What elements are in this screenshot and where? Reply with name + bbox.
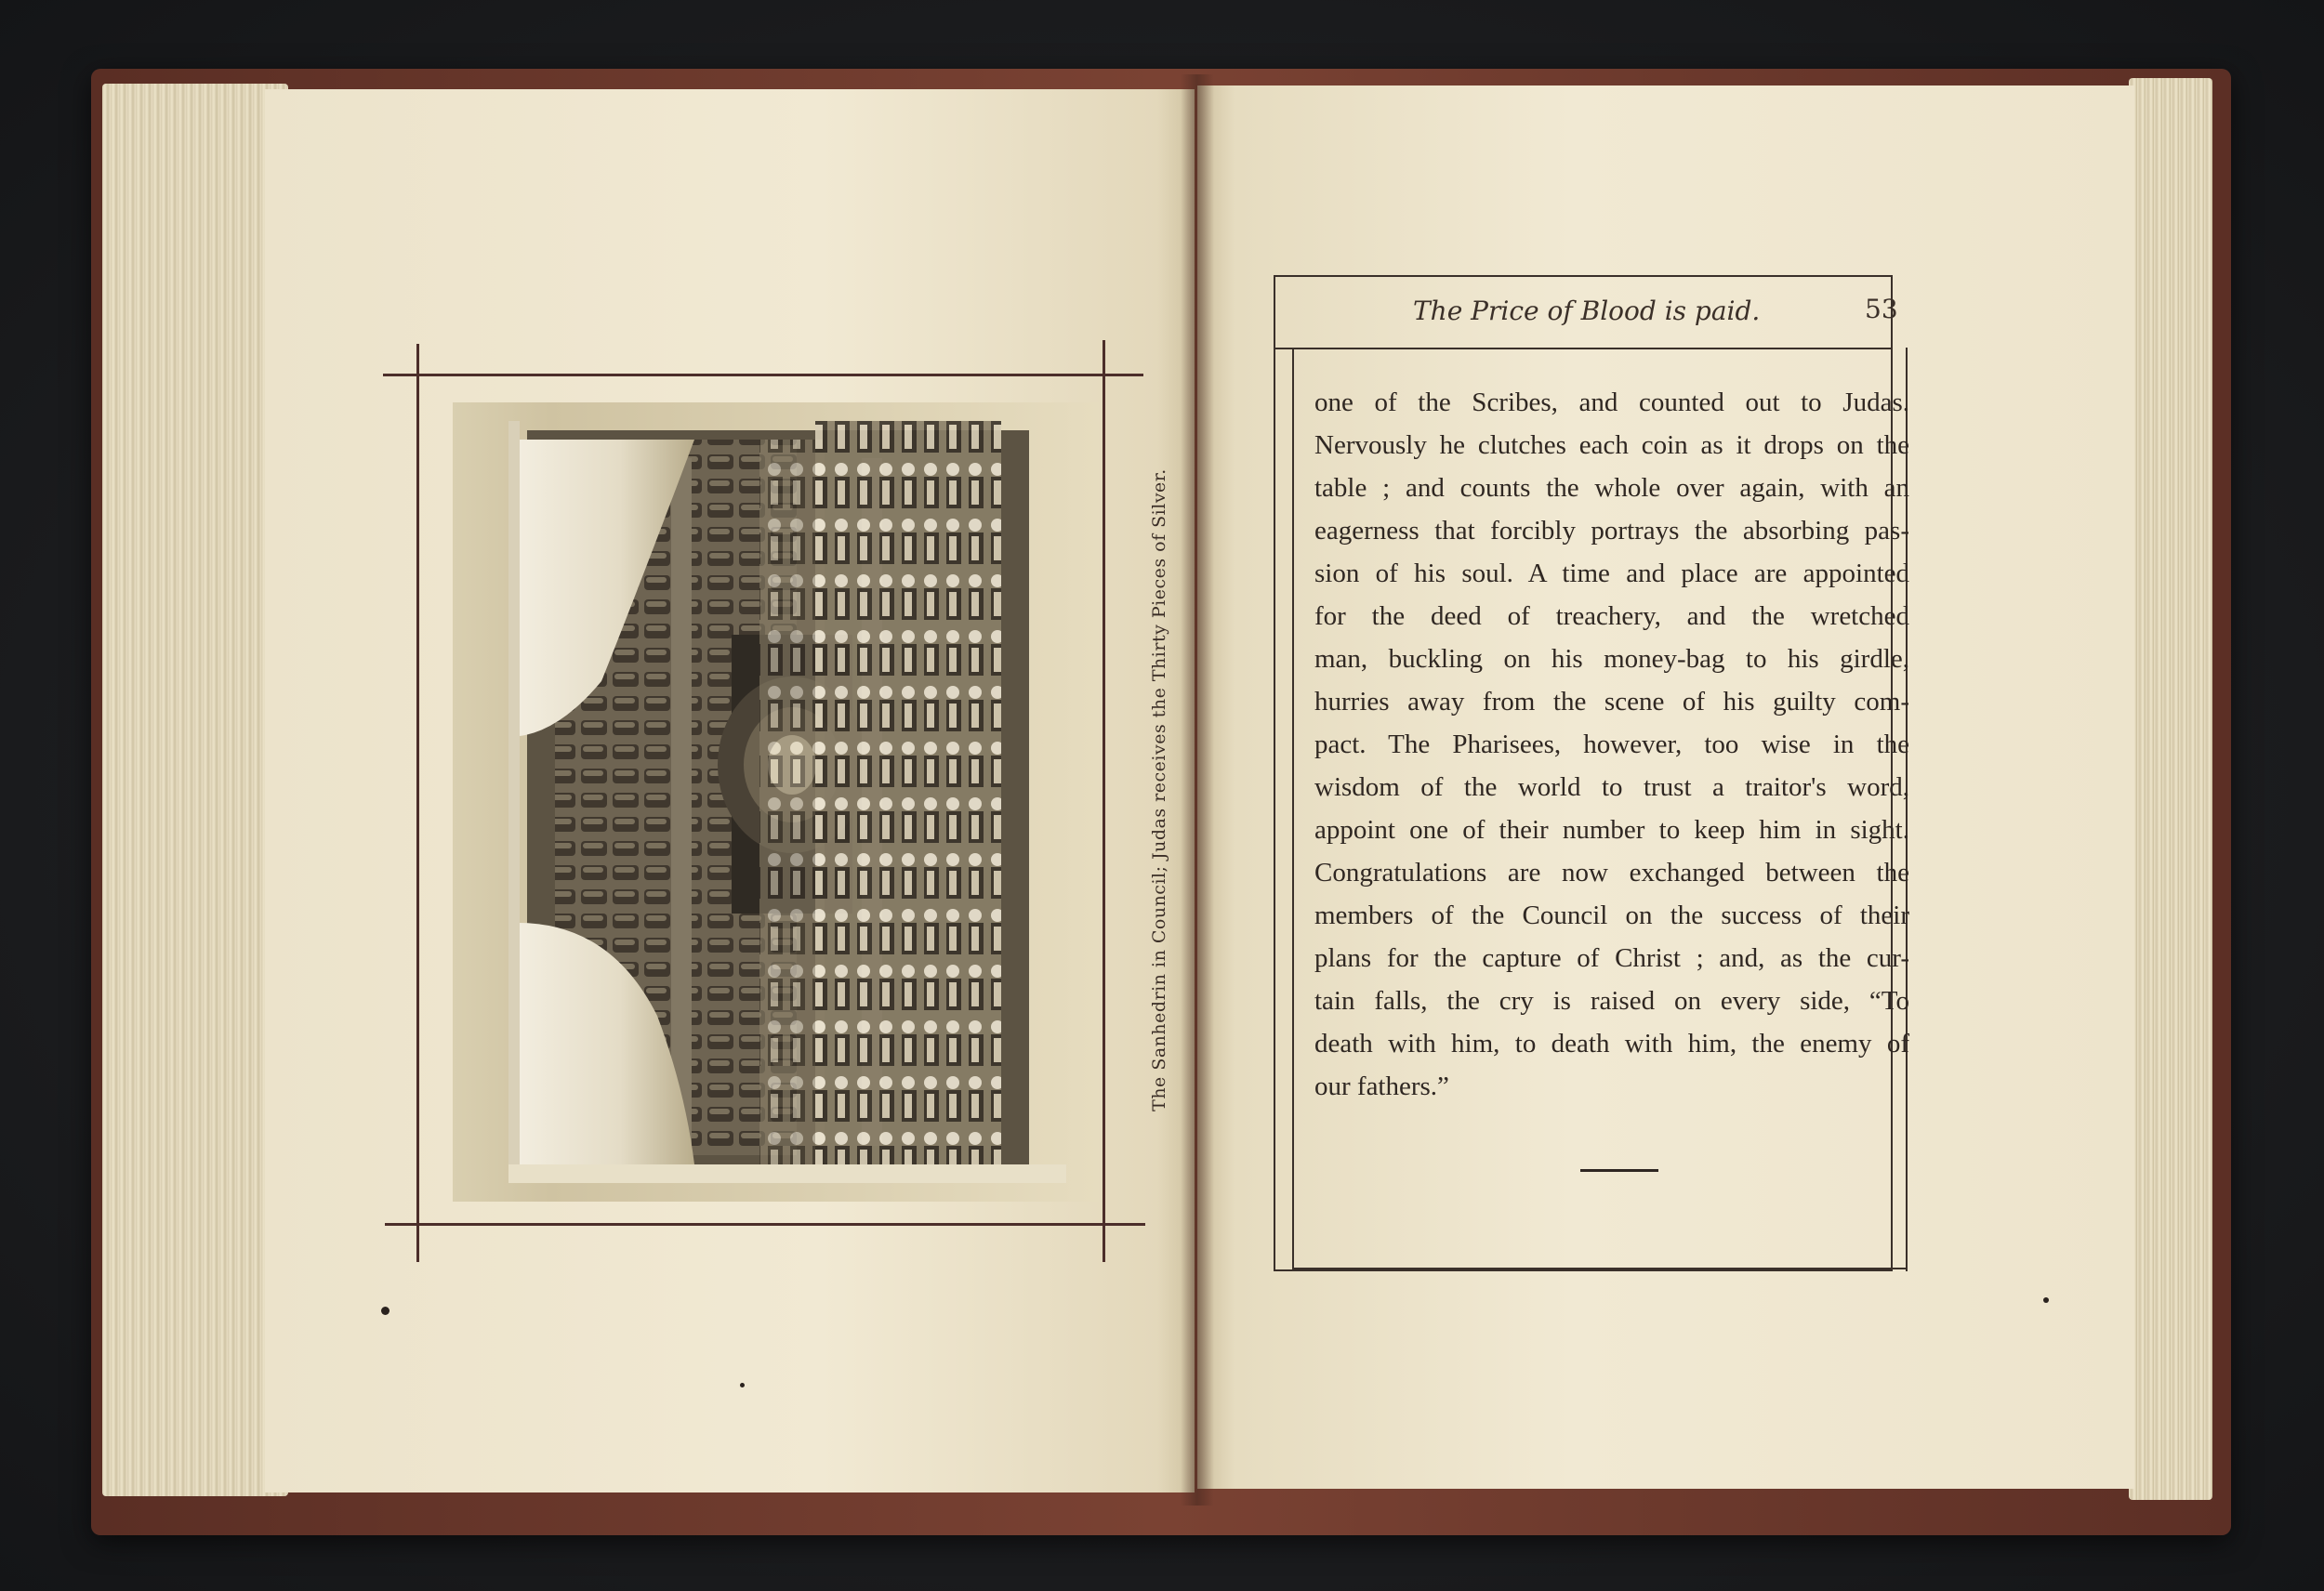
- plate-caption-container: [1145, 468, 1173, 1111]
- text-line: our fathers.”: [1314, 1072, 1449, 1101]
- paper-speck: [2043, 1297, 2049, 1303]
- text-line: for the deed of treachery, and the wretched: [1314, 601, 1909, 631]
- end-rule: [1580, 1169, 1658, 1172]
- photo-plate: [453, 402, 1099, 1202]
- text-line: wisdom of the world to trust a traitor's word,: [1314, 772, 1909, 802]
- plate-frame-top-rule: [383, 374, 1143, 376]
- text-line: plans for the capture of Christ ; and, as the cur-: [1314, 943, 1909, 973]
- plate-caption: The Sanhedrin in Council; Judas receives the Thirty Pieces of Silver.: [1149, 468, 1169, 1111]
- inner-frame-left-rule: [1292, 348, 1294, 1271]
- text-line: appoint one of their number to keep him in sight.: [1314, 815, 1909, 845]
- text-line: hurries away from the scene of his guilty com-: [1314, 687, 1909, 717]
- paper-speck: [381, 1307, 390, 1315]
- inner-frame-bottom-rule: [1292, 1268, 1908, 1269]
- sanhedrin-photograph: [453, 402, 1099, 1202]
- text-line: table ; and counts the whole over again, with an: [1314, 473, 1909, 503]
- running-head: The Price of Blood is paid.: [1413, 296, 1761, 326]
- body-text: [1314, 381, 1909, 1108]
- text-line: Nervously he clutches each coin as it drops on the: [1314, 430, 1909, 460]
- plate-frame-right-rule: [1103, 340, 1105, 1262]
- book-gutter: [1181, 74, 1214, 1506]
- text-line: man, buckling on his money-bag to his girdle,: [1314, 644, 1909, 674]
- text-line: sion of his soul. A time and place are appointed: [1314, 559, 1909, 588]
- text-line: pact. The Pharisees, however, too wise in the: [1314, 730, 1909, 759]
- text-line: members of the Council on the success of their: [1314, 901, 1909, 930]
- text-line: tain falls, the cry is raised on every side, “To: [1314, 986, 1909, 1016]
- page-block-right: [2129, 78, 2212, 1500]
- text-line: death with him, to death with him, the enemy of: [1314, 1029, 1909, 1058]
- text-line: Congratulations are now exchanged between the: [1314, 858, 1909, 888]
- paper-speck: [740, 1383, 745, 1387]
- plate-frame-left-rule: [416, 344, 419, 1262]
- page-block-left: [102, 84, 288, 1496]
- text-line: one of the Scribes, and counted out to Judas.: [1314, 388, 1909, 417]
- header-rule: [1274, 348, 1893, 349]
- text-line: eagerness that forcibly portrays the absorbing pas-: [1314, 516, 1909, 546]
- plate-frame-bottom-rule: [385, 1223, 1145, 1226]
- page-number: 53: [1865, 294, 1898, 324]
